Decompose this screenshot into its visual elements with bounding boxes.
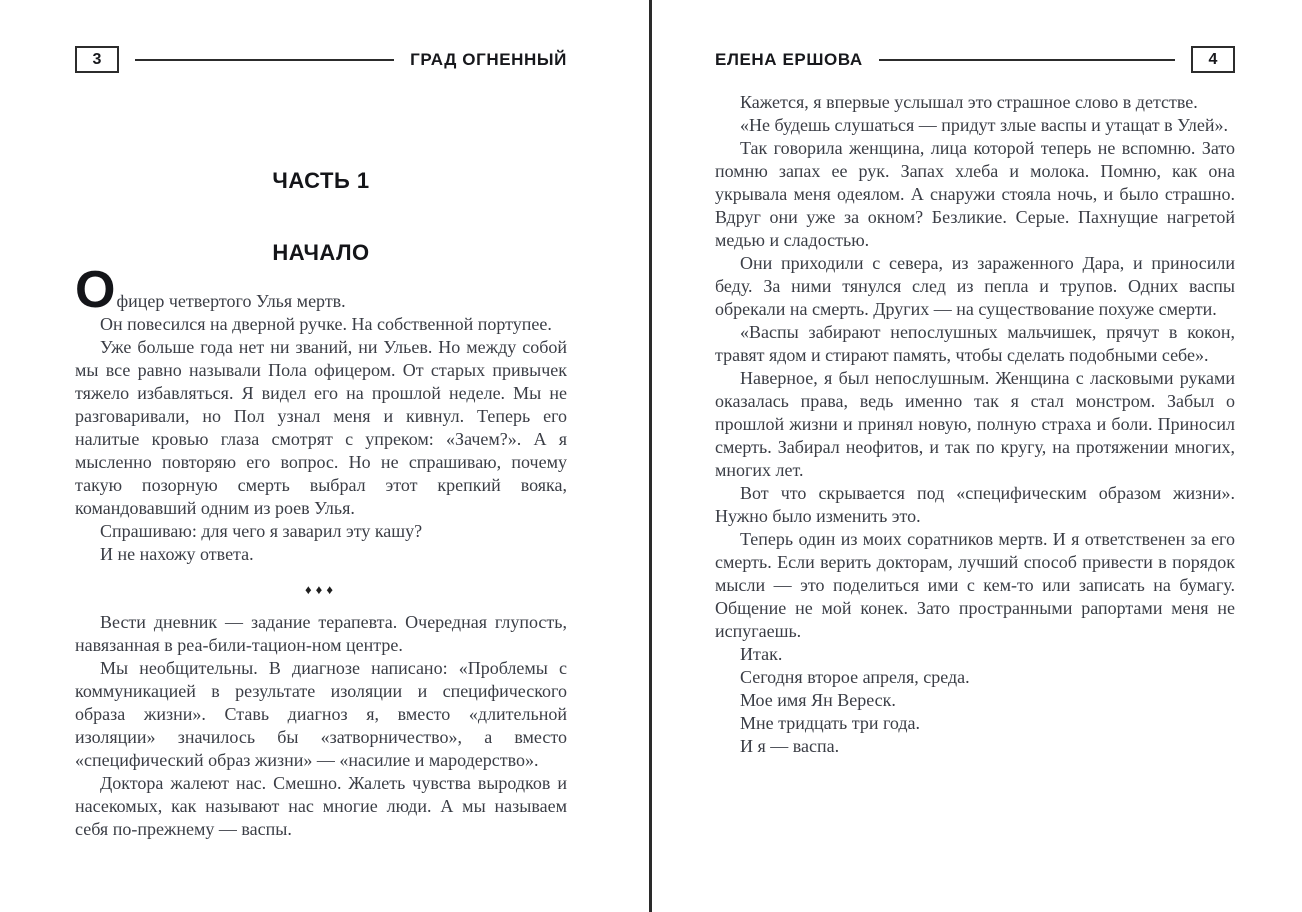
- paragraph: Мне тридцать три года.: [740, 713, 921, 733]
- paragraph: Уже больше года нет ни званий, ни Ульев. Но между собой мы все равно называли Пола офицером. От старых привычек тяжело избавляться. Я видел его на прошлой неделе. Мы не разговаривали, но Пол узнал меня и кивнул. Теперь его налитые кровью глаза смотрят с упреком: «Зачем?». А я мысленно повторяю его вопрос. Но не спрашиваю, почему такую позорную смерть выбрал этот крепкий вояка, командовавший одним из роев Улья.: [75, 337, 567, 518]
- chapter-heading: НАЧАЛО: [272, 240, 370, 265]
- page-left-header: [75, 46, 567, 73]
- page-left: [0, 0, 649, 912]
- paragraph: Они приходили с севера, из зараженного Дара, и приносили беду. За ними тянулся след из пепла и трупов. Одних васпы обрекали на смерть. Других — на существование похуже смерти.: [715, 253, 1235, 319]
- running-author-name: ЕЛЕНА ЕРШОВА: [715, 49, 863, 69]
- drop-cap: О: [75, 261, 117, 319]
- running-book-title: ГРАД ОГНЕННЫЙ: [410, 49, 567, 69]
- paragraph: Доктора жалеют нас. Смешно. Жалеть чувства выродков и насекомых, как называют нас многие люди. А мы называем себя по-прежнему — васпы.: [75, 773, 567, 839]
- paragraph: Вот что скрывается под «специфическим образом жизни». Нужно было изменить это.: [715, 483, 1235, 526]
- paragraph: Мы необщительны. В диагнозе написано: «Проблемы с коммуникацией в результате изоляции и специфического образа жизни». Ставь диагноз я, вместо «длительной изоляции» значилось бы «затворничество», а вместо «специфический образ жизни» — «насилие и мародерство».: [75, 658, 567, 770]
- paragraph: Сегодня второе апреля, среда.: [740, 667, 970, 687]
- page-right-header: [715, 46, 1235, 73]
- paragraph: «Васпы забирают непослушных мальчишек, прячут в кокон, травят ядом и стирают память, чтобы сделать подобными себе».: [715, 322, 1235, 365]
- paragraph: Так говорила женщина, лица которой теперь не вспомню. Зато помню запах ее рук. Запах хлеба и молока. Помню, как она укрывала меня одеялом. А снаружи стояла ночь, и было страшно. Вдруг они уже за окном? Безликие. Серые. Пахнущие нагретой медью и сладостью.: [715, 138, 1235, 250]
- paragraph: [75, 261, 567, 319]
- part-heading: ЧАСТЬ 1: [272, 168, 370, 193]
- paragraph-text: фицер четвертого Улья мертв.: [116, 291, 346, 311]
- page-number-right: 4: [1191, 46, 1235, 73]
- paragraph: Кажется, я впервые услышал это страшное слово в детстве.: [740, 92, 1198, 112]
- paragraph: Вести дневник — задание терапевта. Очередная глупость, навязанная в реа-били-тацион-ном центре.: [75, 612, 567, 655]
- scene-break-ornament: ♦♦♦: [305, 582, 337, 597]
- page-right: [652, 0, 1302, 912]
- paragraph: Итак.: [740, 644, 783, 664]
- page-right-body: [715, 91, 1235, 758]
- page-number-left: 3: [75, 46, 119, 73]
- paragraph: Он повесился на дверной ручке. На собственной портупее.: [100, 314, 552, 334]
- paragraph: И не нахожу ответа.: [100, 544, 254, 564]
- paragraph: Наверное, я был непослушным. Женщина с ласковыми руками оказалась права, ведь именно так я стал монстром. Забыл о прошлой жизни и принял новую, полную страха и боли. Приносил смерть. Забирал неофитов, и так по кругу, на протяжении многих, многих лет.: [715, 368, 1235, 480]
- paragraph: Теперь один из моих соратников мертв. И я ответственен за его смерть. Если верить докторам, лучший способ привести в порядок мысли — это поделиться ими с кем-то или записать на бумагу. Общение не мой конек. Зато пространными рапортами меня не испугаешь.: [715, 529, 1235, 641]
- paragraph: И я — васпа.: [740, 736, 840, 756]
- paragraph: Мое имя Ян Вереск.: [740, 690, 896, 710]
- header-rule-left: [135, 59, 394, 61]
- paragraph: Спрашиваю: для чего я заварил эту кашу?: [100, 521, 423, 541]
- header-rule-right: [879, 59, 1175, 61]
- page-left-body: [75, 261, 567, 841]
- paragraph: «Не будешь слушаться — придут злые васпы и утащат в Улей».: [740, 115, 1228, 135]
